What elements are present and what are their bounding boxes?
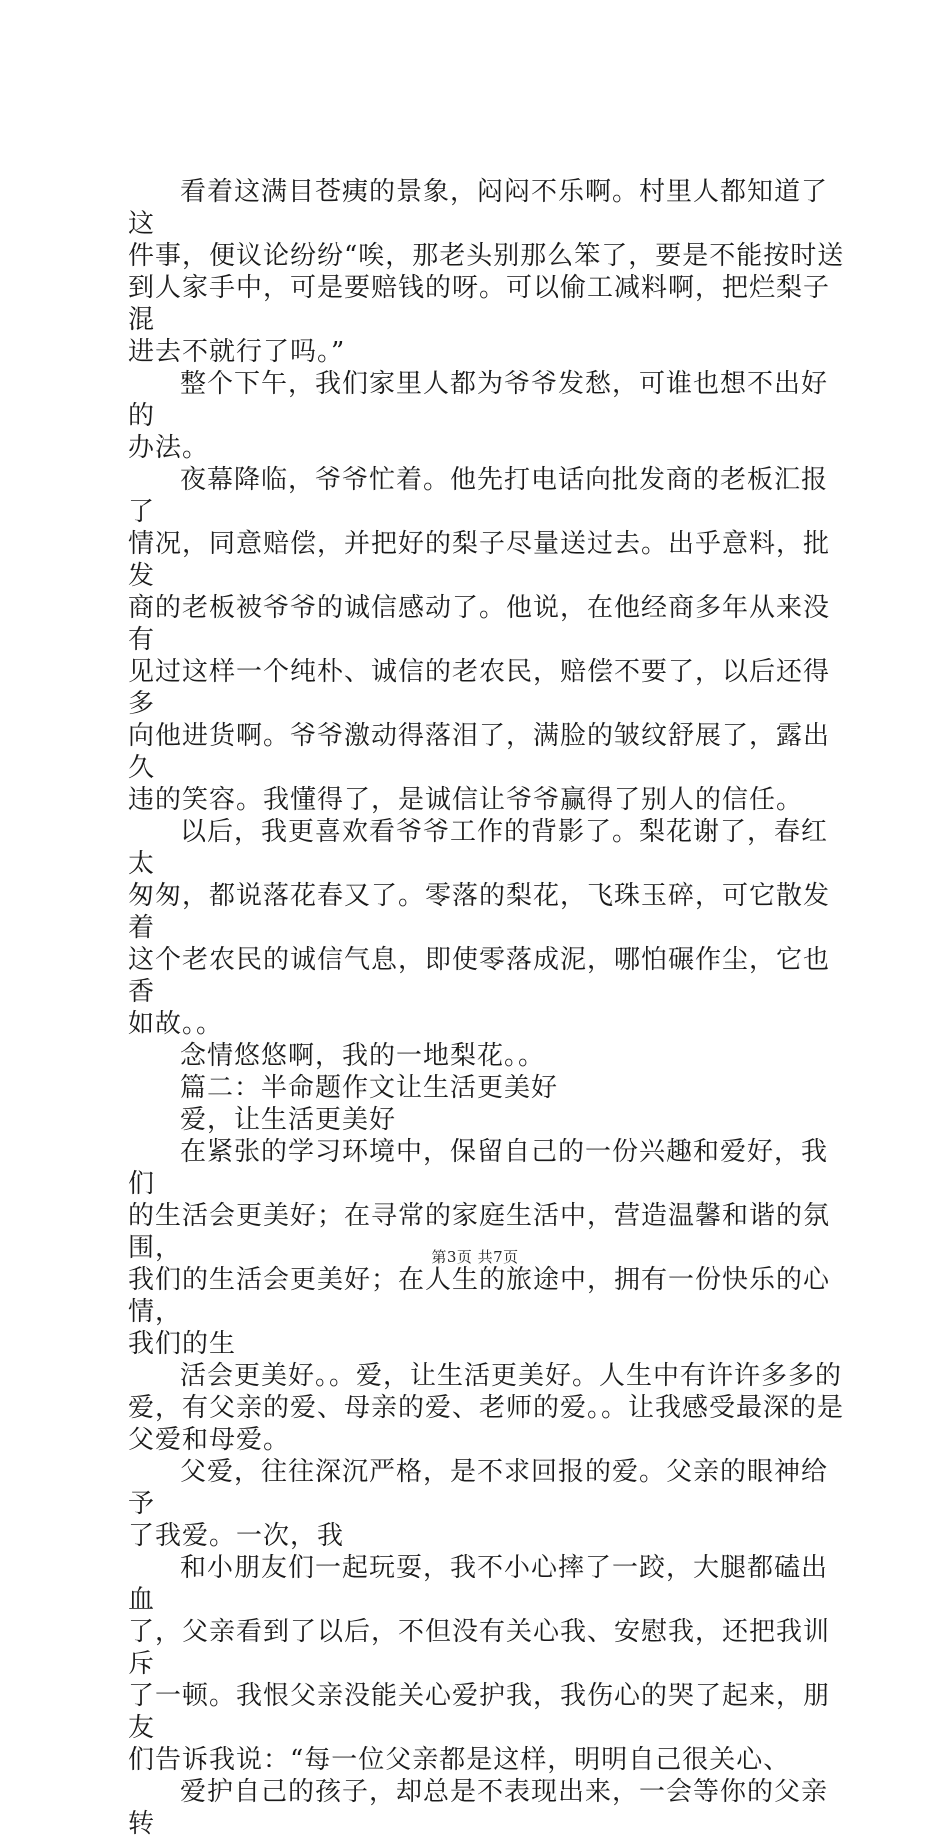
paragraph: 念情悠悠啊，我的一地梨花。。 <box>180 1041 546 1071</box>
paragraph: 父爱，往往深沉严格，是不求回报的爱。父亲的眼神给予 了我爱。一次，我 <box>128 1457 829 1551</box>
paragraph: 夜幕降临，爷爷忙着。他先打电话向批发商的老板汇报了 情况，同意赔偿，并把好的梨子尽量送过去。出乎意料，批发 商的老板被爷爷的诚信感动了。他说，在他经商多年从来没有 见过这样一个纯朴、诚信的老农民，赔偿不要了，以后还得多 向他进货啊。爷爷激动得落泪了，满脸的皱纹舒展了，露出久 违的笑容。我懂得了，是诚信让爷爷赢得了别人的信任。 <box>128 465 831 815</box>
essay-title: 爱，让生活更美好 <box>180 1105 397 1135</box>
paragraph: 爱护自己的孩子，却总是不表现出来，一会等你的父亲转 <box>128 1777 829 1839</box>
paragraph: 在紧张的学习环境中，保留自己的一份兴趣和爱好，我们 的生活会更美好；在寻常的家庭生活中，营造温馨和谐的氛围， 我们的生活会更美好；在人生的旅途中，拥有一份快乐的心情， 我们的生 <box>128 1137 831 1359</box>
paragraph: 和小朋友们一起玩耍，我不小心摔了一跤，大腿都磕出血 了，父亲看到了以后，不但没有关心我、安慰我，还把我训斥 了一顿。我恨父亲没能关心爱护我，我伤心的哭了起来，朋友 们告诉我说：“每一位父亲都是这样，明明自己很关心、 <box>128 1553 831 1775</box>
section-heading: 篇二：半命题作文让生活更美好 <box>180 1073 559 1103</box>
page-number-footer: 第3页 共7页 <box>431 1248 519 1266</box>
paragraph: 活会更美好。。爱，让生活更美好。人生中有许许多多的 爱，有父亲的爱、母亲的爱、老师的爱。。让我感受最深的是 父爱和母爱。 <box>128 1361 845 1455</box>
paragraph: 整个下午，我们家里人都为爷爷发愁，可谁也想不出好的 办法。 <box>128 369 829 463</box>
paragraph: 看着这满目苍痍的景象，闷闷不乐啊。村里人都知道了这 件事，便议论纷纷“唉，那老头别那么笨了，要是不能按时送 到人家手中，可是要赔钱的呀。可以偷工减料啊，把烂梨子混 进去不就行了吗。” <box>128 177 845 367</box>
document-body <box>128 176 848 1840</box>
paragraph: 以后，我更喜欢看爷爷工作的背影了。梨花谢了，春红太 匆匆，都说落花春又了。零落的梨花，飞珠玉碎，可它散发着 这个老农民的诚信气息，即使零落成泥，哪怕碾作尘，它也香 如故。。 <box>128 817 831 1039</box>
